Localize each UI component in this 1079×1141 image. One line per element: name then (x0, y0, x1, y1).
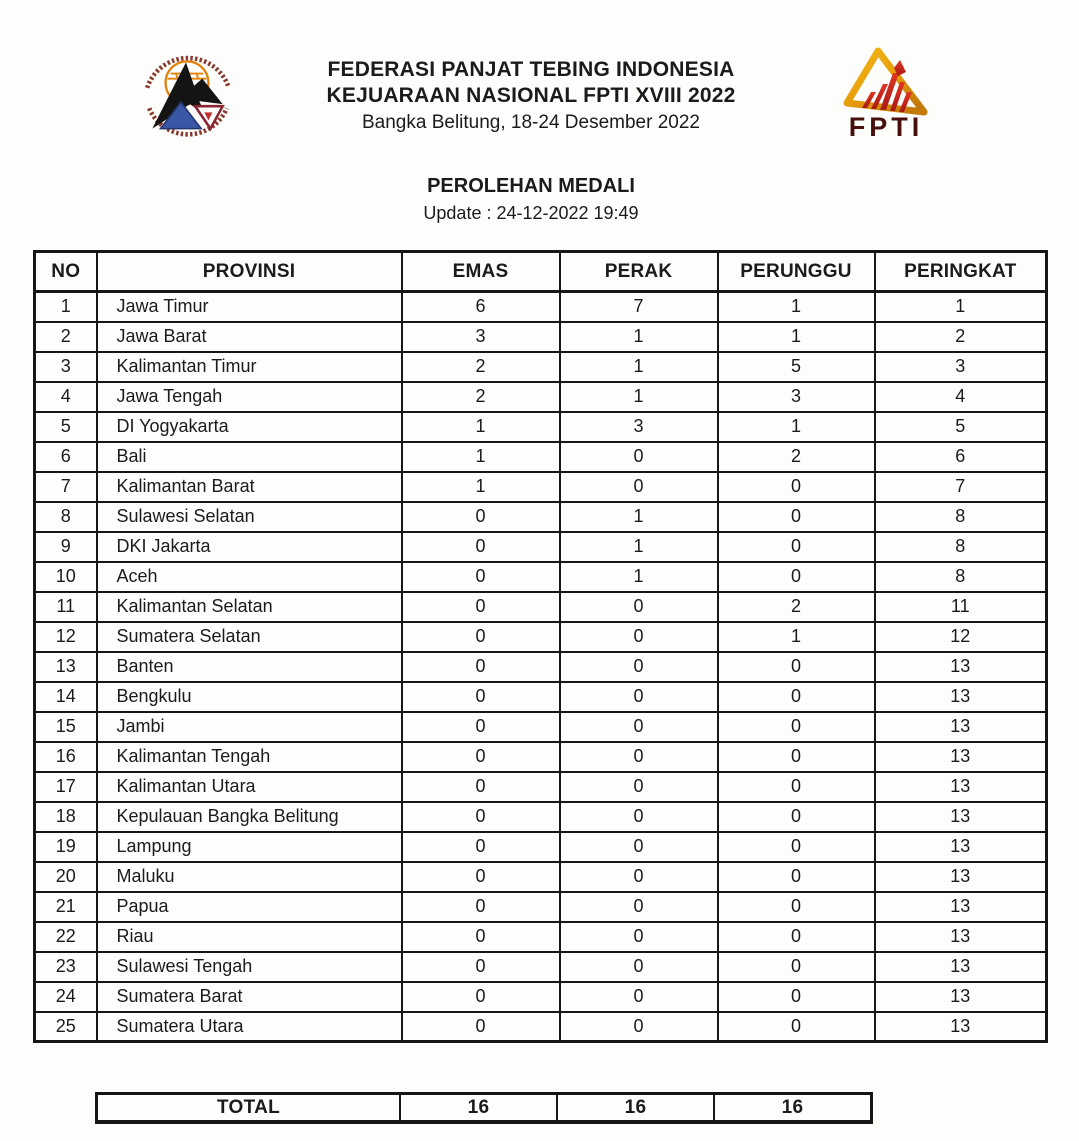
table-row (35, 802, 1047, 832)
cell-emas: 0 (402, 982, 560, 1012)
table-row (35, 622, 1047, 652)
cell-peringkat: 2 (875, 322, 1047, 352)
table-row (35, 562, 1047, 592)
cell-provinsi: Sulawesi Tengah (97, 952, 402, 982)
cell-provinsi: Kalimantan Tengah (97, 742, 402, 772)
cell-perak: 0 (560, 712, 718, 742)
cell-peringkat: 8 (875, 532, 1047, 562)
cell-no: 25 (35, 1012, 97, 1042)
cell-provinsi: Jawa Tengah (97, 382, 402, 412)
cell-peringkat: 13 (875, 802, 1047, 832)
cell-perunggu: 1 (718, 412, 875, 442)
total-perak-value: 16 (558, 1095, 715, 1120)
cell-perak: 0 (560, 592, 718, 622)
table-row (35, 742, 1047, 772)
cell-provinsi: Kalimantan Timur (97, 352, 402, 382)
cell-perunggu: 0 (718, 952, 875, 982)
cell-no: 8 (35, 502, 97, 532)
cell-perak: 0 (560, 982, 718, 1012)
cell-no: 4 (35, 382, 97, 412)
cell-perak: 0 (560, 802, 718, 832)
table-row (35, 442, 1047, 472)
cell-perak: 0 (560, 442, 718, 472)
cell-emas: 0 (402, 922, 560, 952)
table-row (35, 1012, 1047, 1042)
cell-perak: 0 (560, 682, 718, 712)
cell-perunggu: 1 (718, 622, 875, 652)
cell-peringkat: 13 (875, 1012, 1047, 1042)
fpti-logo-graphic (834, 42, 952, 142)
cell-provinsi: Bali (97, 442, 402, 472)
cell-no: 7 (35, 472, 97, 502)
federation-title: FEDERASI PANJAT TEBING INDONESIA (327, 58, 735, 81)
cell-peringkat: 8 (875, 502, 1047, 532)
cell-perak: 0 (560, 652, 718, 682)
cell-emas: 0 (402, 742, 560, 772)
cell-provinsi: Maluku (97, 862, 402, 892)
cell-emas: 0 (402, 712, 560, 742)
cell-no: 2 (35, 322, 97, 352)
cell-no: 23 (35, 952, 97, 982)
cell-provinsi: Jawa Barat (97, 322, 402, 352)
table-row (35, 652, 1047, 682)
cell-perunggu: 1 (718, 322, 875, 352)
cell-peringkat: 4 (875, 382, 1047, 412)
table-row (35, 772, 1047, 802)
cell-perak: 1 (560, 562, 718, 592)
table-row (35, 352, 1047, 382)
table-row (35, 472, 1047, 502)
cell-perunggu: 3 (718, 382, 875, 412)
cell-perunggu: 5 (718, 352, 875, 382)
table-row (35, 712, 1047, 742)
cell-perak: 1 (560, 532, 718, 562)
cell-emas: 1 (402, 442, 560, 472)
cell-perak: 1 (560, 502, 718, 532)
cell-emas: 3 (402, 322, 560, 352)
cell-perunggu: 2 (718, 442, 875, 472)
cell-perak: 0 (560, 472, 718, 502)
cell-emas: 2 (402, 352, 560, 382)
cell-peringkat: 13 (875, 862, 1047, 892)
cell-emas: 0 (402, 682, 560, 712)
col-header-perunggu: PERUNGGU (718, 252, 875, 292)
cell-perunggu: 0 (718, 682, 875, 712)
cell-perunggu: 0 (718, 892, 875, 922)
cell-perunggu: 0 (718, 922, 875, 952)
cell-perunggu: 0 (718, 712, 875, 742)
cell-no: 16 (35, 742, 97, 772)
cell-peringkat: 12 (875, 622, 1047, 652)
table-row (35, 412, 1047, 442)
cell-peringkat: 13 (875, 982, 1047, 1012)
cell-provinsi: Lampung (97, 832, 402, 862)
table-row (35, 502, 1047, 532)
cell-emas: 0 (402, 892, 560, 922)
cell-no: 21 (35, 892, 97, 922)
fpti-logo (834, 42, 952, 142)
total-perunggu-value: 16 (781, 1096, 804, 1118)
update-timestamp: Update : 24-12-2022 19:49 (423, 203, 639, 223)
cell-no: 12 (35, 622, 97, 652)
cell-peringkat: 13 (875, 682, 1047, 712)
cell-provinsi: Sulawesi Selatan (97, 502, 402, 532)
table-row (35, 292, 1047, 322)
cell-perak: 1 (560, 352, 718, 382)
cell-perunggu: 0 (718, 532, 875, 562)
cell-no: 6 (35, 442, 97, 472)
cell-provinsi: Papua (97, 892, 402, 922)
cell-no: 1 (35, 292, 97, 322)
cell-emas: 0 (402, 1012, 560, 1042)
cell-perak: 0 (560, 622, 718, 652)
cell-no: 10 (35, 562, 97, 592)
cell-peringkat: 7 (875, 472, 1047, 502)
cell-no: 5 (35, 412, 97, 442)
cell-perunggu: 0 (718, 742, 875, 772)
cell-perak: 0 (560, 922, 718, 952)
cell-emas: 0 (402, 772, 560, 802)
cell-no: 9 (35, 532, 97, 562)
cell-provinsi: DKI Jakarta (97, 532, 402, 562)
cell-peringkat: 13 (875, 952, 1047, 982)
cell-peringkat: 8 (875, 562, 1047, 592)
cell-peringkat: 13 (875, 712, 1047, 742)
table-row (35, 382, 1047, 412)
cell-emas: 0 (402, 592, 560, 622)
medal-table (33, 250, 1048, 1043)
table-row (35, 322, 1047, 352)
cell-emas: 0 (402, 622, 560, 652)
table-header-row (35, 252, 1047, 292)
cell-perak: 0 (560, 772, 718, 802)
table-row (35, 922, 1047, 952)
table-row (35, 832, 1047, 862)
cell-perak: 0 (560, 742, 718, 772)
cell-peringkat: 13 (875, 742, 1047, 772)
cell-emas: 2 (402, 382, 560, 412)
cell-emas: 0 (402, 832, 560, 862)
cell-provinsi: Jambi (97, 712, 402, 742)
table-row (35, 862, 1047, 892)
table-row (35, 592, 1047, 622)
cell-perunggu: 0 (718, 982, 875, 1012)
cell-emas: 0 (402, 802, 560, 832)
cell-perak: 3 (560, 412, 718, 442)
cell-no: 17 (35, 772, 97, 802)
cell-no: 14 (35, 682, 97, 712)
cell-perak: 0 (560, 832, 718, 862)
medal-standings-title: PEROLEHAN MEDALI (427, 175, 635, 197)
cell-emas: 0 (402, 862, 560, 892)
cell-no: 24 (35, 982, 97, 1012)
cell-emas: 1 (402, 472, 560, 502)
cell-no: 11 (35, 592, 97, 622)
cell-perak: 0 (560, 1012, 718, 1042)
cell-peringkat: 3 (875, 352, 1047, 382)
cell-provinsi: Aceh (97, 562, 402, 592)
cell-provinsi: Riau (97, 922, 402, 952)
total-row (95, 1092, 873, 1124)
section-header (0, 174, 1062, 225)
cell-perunggu: 0 (718, 502, 875, 532)
cell-peringkat: 5 (875, 412, 1047, 442)
cell-no: 22 (35, 922, 97, 952)
cell-perunggu: 0 (718, 772, 875, 802)
total-emas-value: 16 (401, 1095, 558, 1120)
cell-provinsi: Sumatera Utara (97, 1012, 402, 1042)
cell-no: 3 (35, 352, 97, 382)
cell-emas: 0 (402, 532, 560, 562)
cell-peringkat: 13 (875, 922, 1047, 952)
col-header-emas: EMAS (402, 252, 560, 292)
cell-provinsi: Kepulauan Bangka Belitung (97, 802, 402, 832)
fpti-wordmark: FPTI (848, 112, 924, 142)
col-header-provinsi: PROVINSI (97, 252, 402, 292)
col-header-no: NO (35, 252, 97, 292)
cell-perunggu: 0 (718, 802, 875, 832)
cell-perunggu: 0 (718, 1012, 875, 1042)
table-row (35, 982, 1047, 1012)
cell-peringkat: 13 (875, 772, 1047, 802)
cell-no: 13 (35, 652, 97, 682)
table-row (35, 952, 1047, 982)
cell-emas: 0 (402, 562, 560, 592)
cell-perak: 0 (560, 952, 718, 982)
col-header-peringkat: PERINGKAT (875, 252, 1047, 292)
event-location-date: Bangka Belitung, 18-24 Desember 2022 (361, 112, 700, 133)
cell-perunggu: 0 (718, 832, 875, 862)
table-row (35, 892, 1047, 922)
cell-provinsi: Sumatera Selatan (97, 622, 402, 652)
cell-peringkat: 13 (875, 652, 1047, 682)
cell-perak: 1 (560, 382, 718, 412)
table-row (35, 682, 1047, 712)
cell-perak: 1 (560, 322, 718, 352)
cell-emas: 6 (402, 292, 560, 322)
cell-provinsi: DI Yogyakarta (97, 412, 402, 442)
cell-provinsi: Kalimantan Utara (97, 772, 402, 802)
cell-perunggu: 0 (718, 862, 875, 892)
cell-provinsi: Banten (97, 652, 402, 682)
cell-emas: 0 (402, 502, 560, 532)
cell-peringkat: 11 (875, 592, 1047, 622)
cell-peringkat: 13 (875, 832, 1047, 862)
col-header-perak: PERAK (560, 252, 718, 292)
cell-peringkat: 6 (875, 442, 1047, 472)
cell-peringkat: 1 (875, 292, 1047, 322)
cell-no: 15 (35, 712, 97, 742)
cell-provinsi: Jawa Timur (97, 292, 402, 322)
total-label: TOTAL (98, 1095, 401, 1120)
cell-perunggu: 0 (718, 562, 875, 592)
cell-peringkat: 13 (875, 892, 1047, 922)
cell-emas: 1 (402, 412, 560, 442)
cell-perak: 0 (560, 862, 718, 892)
table-row (35, 532, 1047, 562)
cell-perak: 7 (560, 292, 718, 322)
cell-perunggu: 1 (718, 292, 875, 322)
cell-perunggu: 2 (718, 592, 875, 622)
cell-provinsi: Bengkulu (97, 682, 402, 712)
cell-perunggu: 0 (718, 472, 875, 502)
cell-provinsi: Kalimantan Barat (97, 472, 402, 502)
cell-no: 18 (35, 802, 97, 832)
cell-no: 19 (35, 832, 97, 862)
cell-provinsi: Kalimantan Selatan (97, 592, 402, 622)
cell-perak: 0 (560, 892, 718, 922)
cell-emas: 0 (402, 952, 560, 982)
cell-perunggu: 0 (718, 652, 875, 682)
event-title: KEJUARAAN NASIONAL FPTI XVIII 2022 (326, 84, 736, 107)
cell-provinsi: Sumatera Barat (97, 982, 402, 1012)
cell-emas: 0 (402, 652, 560, 682)
cell-no: 20 (35, 862, 97, 892)
